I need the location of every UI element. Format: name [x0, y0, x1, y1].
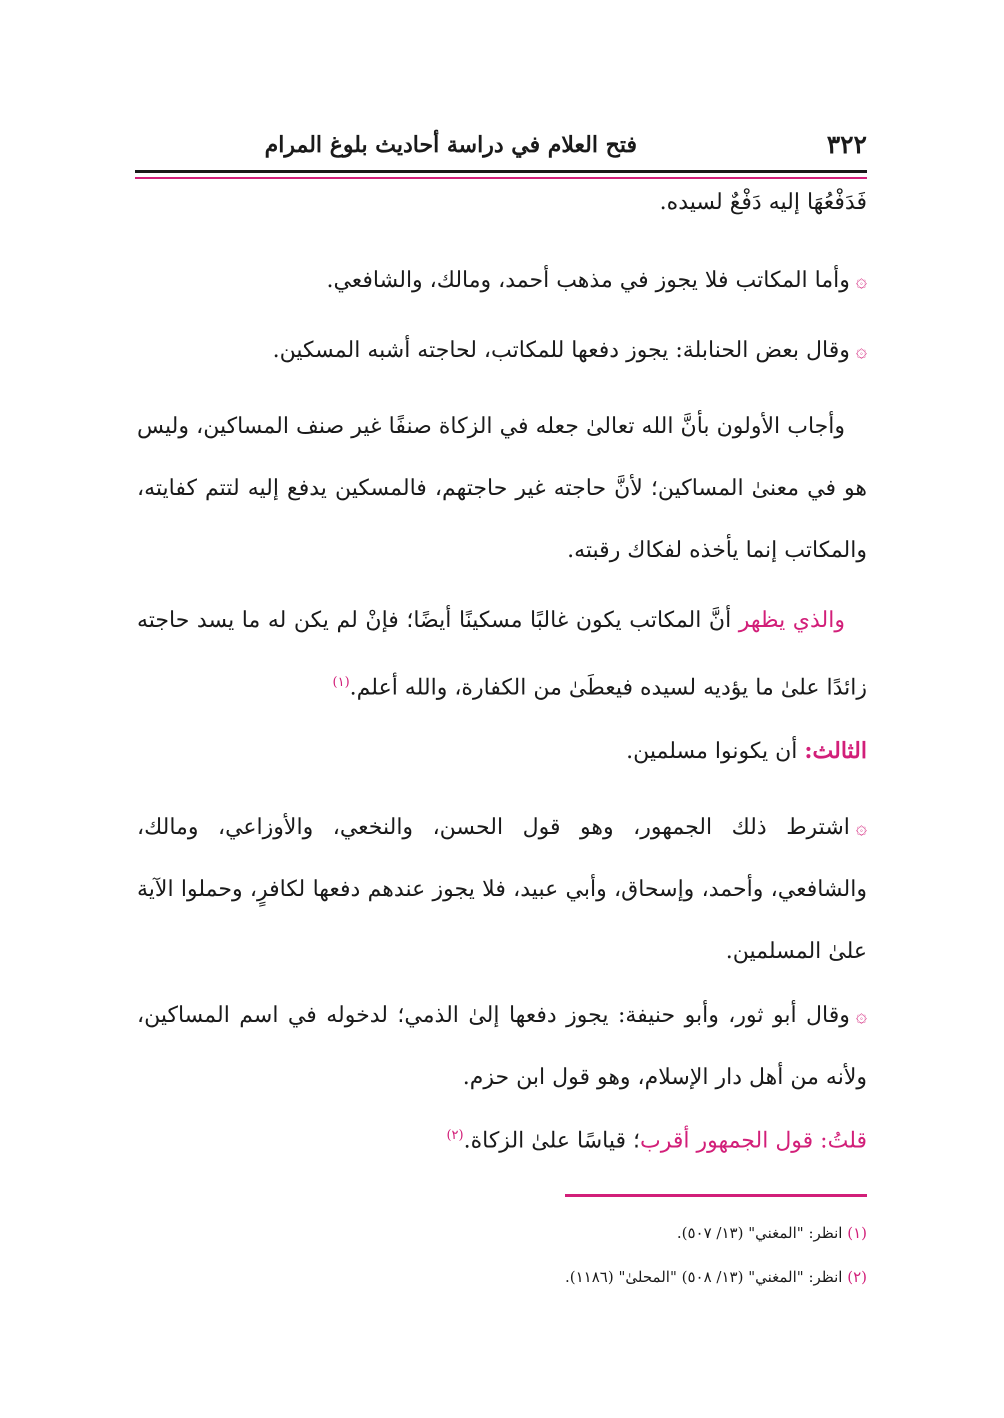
section-label: الثالث:: [804, 738, 867, 764]
footnote-number: (٢): [847, 1268, 867, 1286]
highlight-phrase: قلتُ: قول الجمهور أقرب: [639, 1128, 867, 1154]
body-paragraph: وأجاب الأولون بأنَّ الله تعالىٰ جعله في الزكاة صنفًا غير صنف المساكين، وليس هو في معنىٰ المساكين؛ لأنَّ حاجته غير حاجتهم، فالمسكين يدفع إليه لتتم كفايته، والمكاتب إنما يأخذه لفكاك رقبته.: [137, 414, 867, 563]
footnote-ref: (١): [332, 675, 350, 690]
running-header: [135, 130, 867, 164]
section-heading: الثالث: أن يكونوا مسلمين.: [626, 738, 867, 764]
footnote-number: (١): [847, 1224, 867, 1242]
footnote: (٢) انظر: "المغني" (١٣/ ٥٠٨) "المحلىٰ" (١١٨٦).: [565, 1268, 867, 1286]
header-rule-pink: [135, 177, 867, 179]
footnote-separator: [565, 1194, 867, 1197]
highlight-phrase: والذي يظهر: [738, 608, 845, 633]
paragraph-continuation: فَدَفْعُهَا إليه دَفْعٌ لسيده.: [659, 190, 867, 215]
bullet-paragraph: ۞وقال بعض الحنابلة: يجوز دفعها للمكاتب، لحاجته أشبه المسكين.: [272, 338, 867, 363]
ornament-icon: ۞: [855, 340, 867, 362]
ornament-icon: ۞: [855, 1005, 867, 1027]
page-number: ٣٢٢: [826, 130, 867, 159]
bullet-paragraph: ۞وأما المكاتب فلا يجوز في مذهب أحمد، ومالك، والشافعي.: [326, 268, 867, 293]
bullet-paragraph: ۞وقال أبو ثور، وأبو حنيفة: يجوز دفعها إلىٰ الذمي؛ لدخوله في اسم المساكين، ولأنه من أهل دار الإسلام، وهو قول ابن حزم.: [137, 1003, 867, 1090]
footnote: (١) انظر: "المغني" (١٣/ ٥٠٧).: [676, 1224, 867, 1242]
book-title: فتح العلام في دراسة أحاديث بلوغ المرام: [264, 132, 637, 158]
ornament-icon: ۞: [855, 270, 867, 292]
conclusion-line: قلتُ: قول الجمهور أقرب؛ قياسًا علىٰ الزكاة.$^{(٢)}$: [446, 1128, 867, 1154]
ornament-icon: ۞: [855, 817, 867, 839]
body-paragraph: والذي يظهر أنَّ المكاتب يكون غالبًا مسكينًا أيضًا؛ فإنْ لم يكن له ما يسد حاجته زائدًا علىٰ ما يؤديه لسيده فيعطَىٰ من الكفارة، والله أعلم.$^{(١)}$: [137, 608, 867, 701]
footnote-ref: (٢): [446, 1128, 464, 1143]
header-rule-dark: [135, 170, 867, 173]
bullet-paragraph: ۞اشترط ذلك الجمهور، وهو قول الحسن، والنخعي، والأوزاعي، ومالك، والشافعي، وأحمد، وإسحاق، وأبي عبيد، فلا يجوز عندهم دفعها لكافرٍ، وحملوا الآية علىٰ المسلمين.: [137, 815, 867, 964]
